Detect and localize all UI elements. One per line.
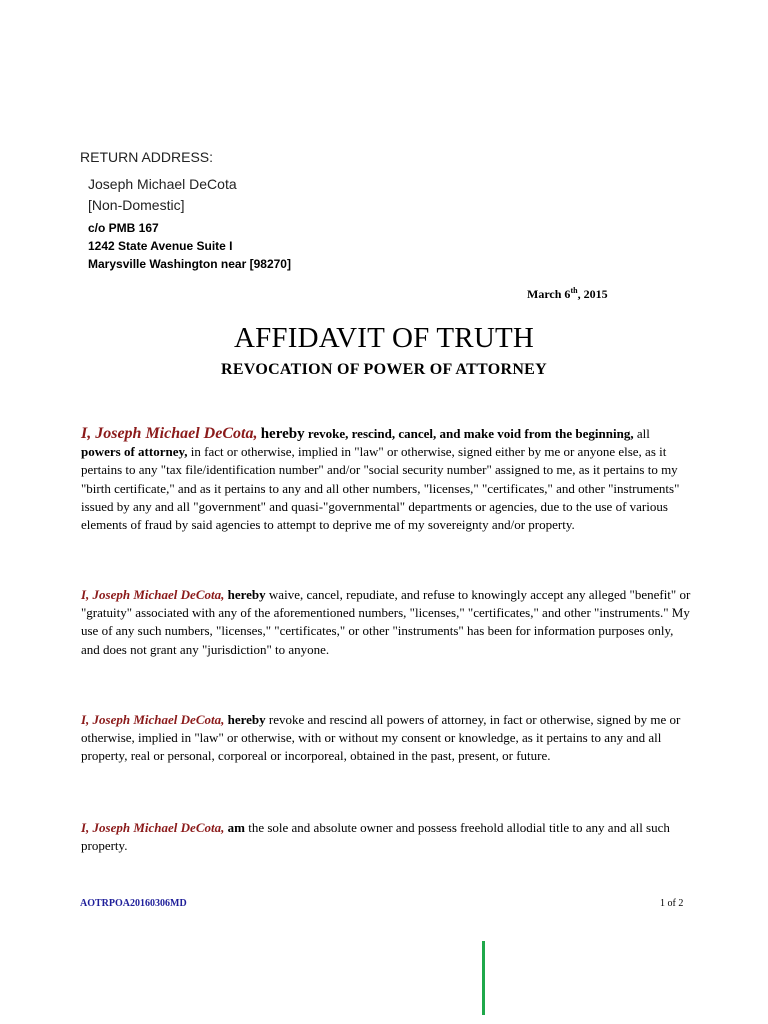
date-year: , 2015 — [577, 287, 608, 301]
address-line-2: 1242 State Avenue Suite I — [88, 239, 233, 253]
document-title: AFFIDAVIT OF TRUTH — [233, 322, 535, 354]
page-number: 1 of 2 — [660, 898, 684, 909]
address-line-3: Marysville Washington near [98270] — [88, 257, 291, 271]
paragraph-text: waive, cancel, repudiate, and refuse to knowingly accept any alleged "benefit" or "gratuity" associated with any of the aforementioned numbers, "licenses," "certificates," and other "instruments." My use of any such numbers, "licenses," "certificates," or other "instruments" has been for information purposes only, and does not grant any "jurisdiction" to anyone. — [81, 587, 691, 657]
paragraph-ownership — [81, 819, 691, 855]
paragraph-waiver — [81, 586, 691, 659]
paragraph-text: revoke and rescind all powers of attorney, in fact or otherwise, signed by me or otherwise, implied in "law" or otherwise, with or without my consent or knowledge, as it pertains to any and all property, real or personal, corporeal or incorporeal, obtained in the past, present, or future. — [81, 712, 681, 764]
sender-status: [Non-Domestic] — [88, 197, 185, 213]
affiant-name: I, Joseph Michael DeCota, — [81, 820, 225, 835]
hereby-keyword: hereby — [227, 712, 266, 727]
hereby-keyword: hereby — [227, 587, 266, 602]
paragraph-revocation — [81, 425, 691, 534]
green-line-mark — [482, 941, 485, 1015]
address-line-1: c/o PMB 167 — [88, 221, 159, 235]
paragraph-lead: revoke, rescind, cancel, and make void from the beginning, — [307, 426, 634, 441]
affiant-name: I, Joseph Michael DeCota, — [81, 587, 225, 602]
paragraph-text: the sole and absolute owner and possess freehold allodial title to any and all such property. — [81, 820, 670, 854]
am-keyword: am — [227, 820, 245, 835]
sender-name: Joseph Michael DeCota — [88, 176, 237, 192]
document-code: AOTRPOA20160306MD — [80, 898, 187, 909]
hereby-keyword: hereby — [260, 426, 305, 442]
paragraph-emphasis: powers of attorney, — [81, 444, 188, 460]
date-month-day: March 6 — [527, 287, 571, 301]
document-subtitle: REVOCATION OF POWER OF ATTORNEY — [220, 361, 548, 378]
affiant-name: I, Joseph Michael DeCota, — [81, 712, 225, 727]
paragraph-text: all — [636, 426, 650, 441]
affiant-name: I, Joseph Michael DeCota, — [81, 425, 258, 442]
paragraph-power-of-attorney — [81, 711, 691, 766]
date-suffix: th — [570, 286, 578, 295]
document-date — [527, 287, 608, 302]
paragraph-text: in fact or otherwise, implied in "law" or otherwise, signed either by me or anyone else, as it pertains to any "tax file/identification number" and/or "social security number" assigned to me, as it pertains to my "birth certificate," and as it pertains to any and all other numbers, "licenses," "certificates," and other "instruments" issued by any and all "government" and quasi-"governmental" departments or agencies, due to the use of various elements of fraud by said agencies to attempt to deprive me of my sovereignty and/or property. — [81, 444, 680, 533]
return-address-label: RETURN ADDRESS: — [80, 149, 214, 165]
